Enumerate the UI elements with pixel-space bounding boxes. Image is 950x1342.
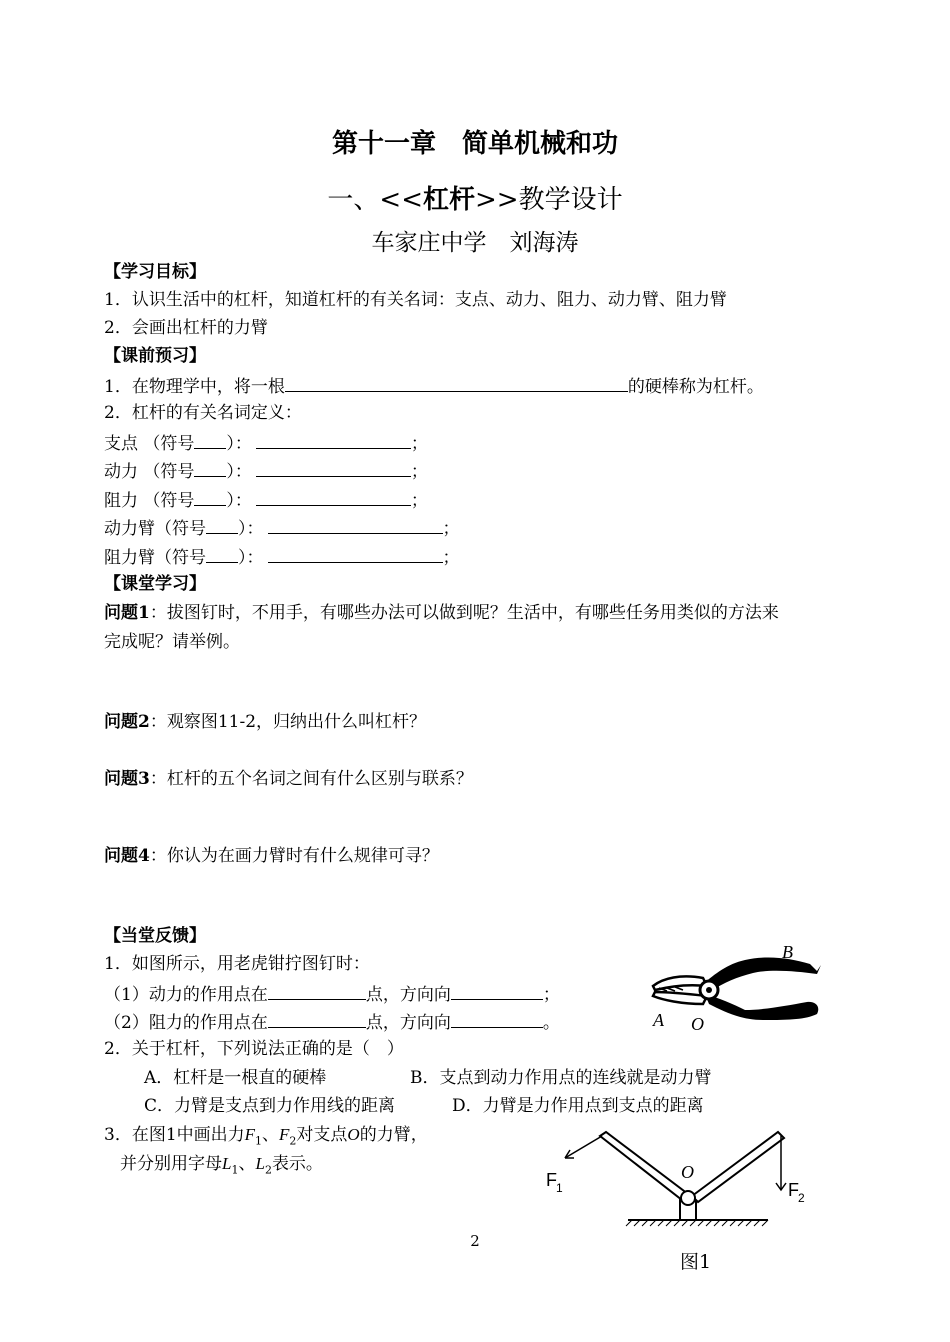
question-text: ：拔图钉时，不用手，有哪些办法可以做到呢？生活中，有哪些任务用类似的方法来: [149, 603, 779, 623]
q3-l1: L: [222, 1154, 232, 1173]
lesson-topic: 杠杆: [422, 185, 475, 215]
q3-f2: F: [279, 1125, 290, 1144]
question-1-cont: 完成呢？请举例。: [104, 632, 240, 652]
lever-figure-1: [540, 1128, 820, 1276]
lever-right-arm: [692, 1132, 784, 1202]
term-name: 动力臂（符号: [104, 519, 206, 539]
lever-left-arm: [600, 1132, 688, 1200]
question-label: 问题2: [104, 712, 150, 732]
term-row: [104, 459, 428, 483]
label-f2: F: [788, 1180, 799, 1200]
q1a-end: ；: [542, 985, 560, 1005]
symbol-blank[interactable]: [194, 488, 226, 506]
term-end: ；: [410, 462, 428, 482]
term-close: ）：: [226, 434, 252, 454]
point-blank[interactable]: [268, 1010, 366, 1028]
pliers-label-o: O: [691, 1014, 704, 1034]
label-f2-sub: 2: [798, 1191, 805, 1205]
q3-f1: F: [244, 1125, 256, 1144]
lesson-title: [0, 183, 950, 217]
q1b-end: 。: [542, 1013, 560, 1033]
goal-item-2: 2．会画出杠杆的力臂: [104, 318, 268, 338]
question-text: ：观察图11-2，归纳出什么叫杠杆？: [149, 712, 427, 732]
figure-caption: 图1: [680, 1251, 712, 1273]
symbol-blank[interactable]: [194, 431, 226, 449]
force-f1-line: [565, 1136, 602, 1158]
preview-q2: 2．杠杆的有关名词定义：: [104, 403, 302, 423]
question-label: 问题3: [104, 769, 150, 789]
q3-f2-sub: 2: [289, 1134, 297, 1148]
question-2: [104, 711, 426, 733]
term-row: [104, 431, 428, 455]
term-end: ；: [442, 548, 460, 568]
classroom-heading: 【课堂学习】: [104, 574, 206, 594]
term-close: ）：: [238, 548, 264, 568]
feedback-q1a: [104, 982, 560, 1006]
option-a: A．杠杆是一根直的硬棒: [144, 1068, 327, 1088]
point-blank[interactable]: [268, 982, 366, 1000]
option-b: B．支点到动力作用点的连线就是动力臂: [410, 1068, 712, 1088]
pliers-jaw-lower: [653, 992, 707, 1004]
q3-text: 的力臂，: [359, 1125, 428, 1145]
term-row: [104, 516, 460, 540]
option-c: C．力臂是支点到力作用线的距离: [144, 1096, 396, 1116]
feedback-q1: 1．如图所示，用老虎钳拧图钉时：: [104, 954, 370, 974]
term-close: ）：: [226, 491, 252, 511]
term-row: [104, 488, 428, 512]
answer-blank[interactable]: [285, 374, 628, 392]
chapter-title: 第十一章 简单机械和功: [331, 129, 618, 159]
term-row: [104, 545, 460, 569]
preview-q1-after: 的硬棒称为杠杆。: [627, 377, 764, 397]
definition-blank[interactable]: [256, 431, 411, 449]
feedback-heading: 【当堂反馈】: [104, 926, 206, 946]
author-line: 车家庄中学 刘海涛: [371, 230, 579, 256]
q3-l2-sub: 2: [264, 1163, 272, 1177]
question-1: [104, 602, 779, 624]
q3-sep: 、: [238, 1154, 256, 1174]
label-o: O: [681, 1162, 694, 1182]
q3-text: 3．在图1中画出力: [104, 1125, 245, 1145]
q3-text: 对支点: [296, 1125, 348, 1145]
goal-item-1: 1．认识生活中的杠杆，知道杠杆的有关名词：支点、动力、阻力、动力臂、阻力臂: [104, 290, 727, 310]
question-text: ：你认为在画力臂时有什么规律可寻？: [149, 846, 439, 866]
q3-text: 表示。: [271, 1154, 323, 1174]
q3-l2: L: [255, 1154, 265, 1173]
term-name: 阻力臂（符号: [104, 548, 206, 568]
lesson-suffix: >>教学设计: [475, 185, 623, 215]
direction-blank[interactable]: [451, 982, 543, 1000]
question-label: 问题1: [104, 603, 150, 623]
label-f1: F: [546, 1170, 557, 1190]
question-label: 问题4: [104, 846, 150, 866]
definition-blank[interactable]: [268, 516, 443, 534]
term-name: 支点 （符号: [104, 434, 195, 454]
q3-f1-sub: 1: [255, 1134, 263, 1148]
q1b-mid: 点，方向向: [365, 1013, 451, 1033]
pliers-label-a: A: [653, 1010, 664, 1030]
definition-blank[interactable]: [268, 545, 443, 563]
goals-heading: 【学习目标】: [104, 262, 206, 282]
label-f1-sub: 1: [556, 1181, 563, 1195]
term-name: 动力 （符号: [104, 462, 195, 482]
feedback-q1b: [104, 1010, 560, 1034]
pliers-pivot-center: [706, 987, 712, 993]
preview-q1: [104, 374, 764, 398]
question-text: ：杠杆的五个名词之间有什么区别与联系？: [149, 769, 473, 789]
q3-l1-sub: 1: [231, 1163, 239, 1177]
direction-blank[interactable]: [451, 1010, 543, 1028]
feedback-q3: [104, 1124, 428, 1152]
symbol-blank[interactable]: [206, 516, 238, 534]
preview-q1-before: 1．在物理学中，将一根: [104, 377, 285, 397]
q3-sep: 、: [262, 1125, 280, 1145]
question-3: [104, 768, 473, 790]
symbol-blank[interactable]: [206, 545, 238, 563]
definition-blank[interactable]: [256, 459, 411, 477]
feedback-q3-cont: [120, 1153, 323, 1181]
term-close: ）：: [226, 462, 252, 482]
pliers-label-b: B: [782, 942, 793, 962]
symbol-blank[interactable]: [194, 459, 226, 477]
q1a-before: （1）动力的作用点在: [104, 985, 268, 1005]
question-4: [104, 845, 439, 867]
pliers-upper-handle: [703, 957, 821, 990]
page-number: 2: [470, 1232, 480, 1250]
q3-text: 并分别用字母: [120, 1154, 222, 1174]
preview-heading: 【课前预习】: [104, 346, 206, 366]
pliers-figure: [645, 938, 835, 1034]
option-d: D．力臂是力作用点到支点的距离: [452, 1096, 704, 1116]
pivot-circle: [681, 1191, 695, 1205]
q1b-before: （2）阻力的作用点在: [104, 1013, 268, 1033]
term-end: ；: [442, 519, 460, 539]
term-close: ）：: [238, 519, 264, 539]
definition-blank[interactable]: [256, 488, 411, 506]
term-end: ；: [410, 491, 428, 511]
q1a-mid: 点，方向向: [365, 985, 451, 1005]
pliers-lower-handle: [705, 994, 818, 1020]
term-end: ；: [410, 434, 428, 454]
lesson-prefix: 一、<<: [327, 185, 423, 215]
feedback-q2: 2．关于杠杆，下列说法正确的是（ ）: [104, 1039, 404, 1059]
q3-o: O: [347, 1125, 360, 1144]
term-name: 阻力 （符号: [104, 491, 195, 511]
